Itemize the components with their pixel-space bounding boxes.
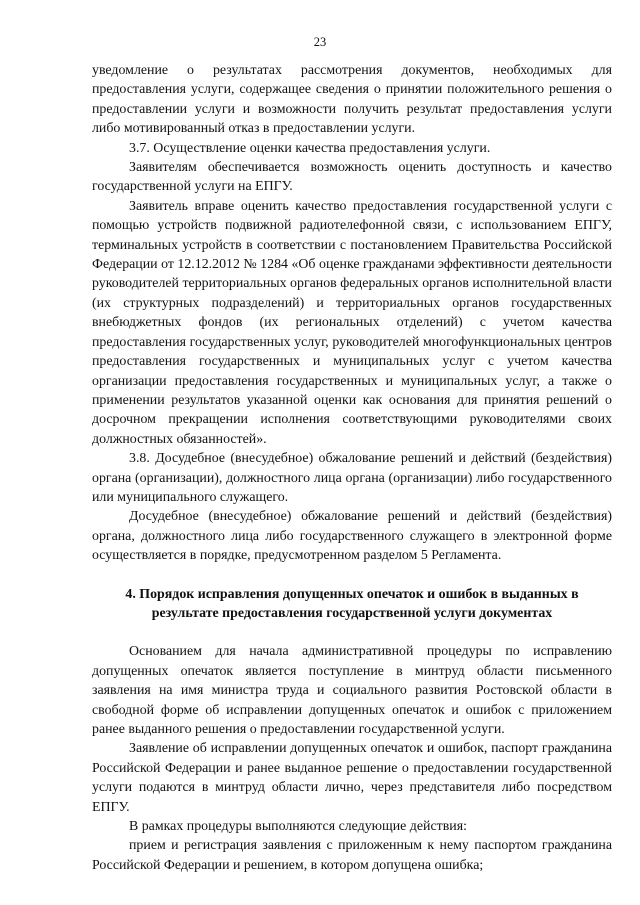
document-body [92,61,612,875]
paragraph: В рамках процедуры выполняются следующие действия: [129,819,467,835]
paragraph: Основанием для начала административной процедуры по исправлению допущенных опечаток является поступление в минтруд области письменного заявления на имя министра труда и социального развития Ростовской области в свободной форме об исправлении допущенных опечаток и ошибок с приложением ранее выданного решения о предоставлении государственной услуги. [92,644,612,737]
section-heading: 4. Порядок исправления допущенных опечаток и ошибок в выданных в результате предоставления государственной услуги документах [125,586,579,621]
paragraph: Заявление об исправлении допущенных опечаток и ошибок, паспорт гражданина Российской Федерации и ранее выданное решение о предоставлении государственной услуги подаются в минтруд области лично, через представителя либо посредством ЕПГУ. [92,741,612,815]
paragraph: 3.7. Осуществление оценки качества предоставления услуги. [129,140,491,156]
paragraph: Заявитель вправе оценить качество предоставления государственной услуги с помощью устройств подвижной радиотелефонной связи, с использованием ЕПГУ, терминальных устройств в соответствии с постановлением Правительства Российской Федерации от 12.12.2012 № 1284 «Об оценке гражданами эффективности деятельности руководителей территориальных органов федеральных органов исполнительной власти (их структурных подразделений) и территориальных органов государственных внебюджетных фондов (их региональных отделений) с учетом качества предоставления государственных услуг, руководителей многофункциональных центров предоставления государственных и муниципальных услуг с учетом качества организации предоставления государственных и муниципальных услуг, а также о применении результатов указанной оценки как основания для принятия решений о досрочном прекращении исполнения соответствующими руководителями своих должностных обязанностей». [92,198,612,447]
paragraph: Заявителям обеспечивается возможность оценить доступность и качество государственной услуги на ЕПГУ. [92,160,612,195]
top-paragraphs [92,61,612,566]
page-number: 23 [313,35,327,49]
paragraph: уведомление о результатах рассмотрения документов, необходимых для предоставления услуги, содержащее сведения о принятии положительного решения о предоставлении услуги и возможности получить результат предоставления услуги либо мотивированный отказ в предоставлении услуги. [92,63,612,137]
paragraph: прием и регистрация заявления с приложенным к нему паспортом гражданина Российской Федерации и решением, в котором допущена ошибка; [92,838,612,873]
paragraph: 3.8. Досудебное (внесудебное) обжалование решений и действий (бездействия) органа (организации), должностного лица органа (организации) либо государственного или муниципального служащего. [92,451,612,505]
bottom-paragraphs [92,642,612,875]
paragraph: Досудебное (внесудебное) обжалование решений и действий (бездействия) органа, должностного лица либо государственного служащего в электронной форме осуществляется в порядке, предусмотренном разделом 5 Регламента. [92,509,612,564]
